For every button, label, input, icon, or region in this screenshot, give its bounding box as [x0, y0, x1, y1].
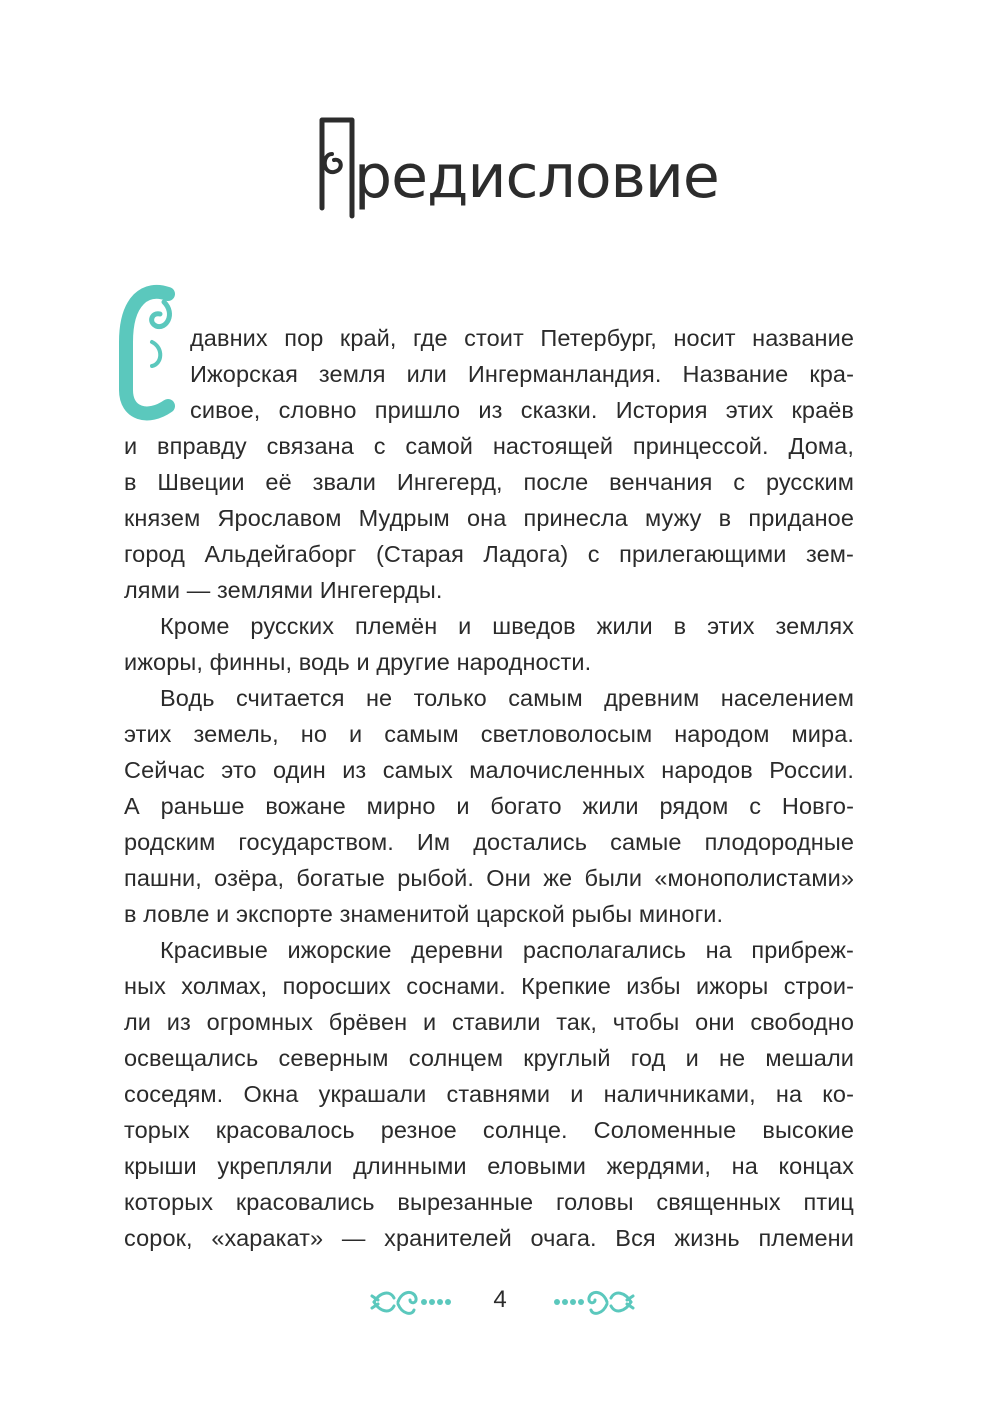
title-text: редисловие	[354, 142, 719, 212]
text-line: торых красовалось резное солнце. Соломенные высокие	[124, 1117, 854, 1143]
page-title	[318, 112, 719, 222]
text-line: в Швеции её звали Ингегерд, после венчания с русским	[124, 469, 854, 495]
text-line: сивое, словно пришло из сказки. История этих краёв	[190, 397, 854, 423]
text-line: пашни, озёра, богатые рыбой. Они же были «монополистами»	[124, 865, 854, 891]
text-line: Красивые ижорские деревни располагались на прибреж-	[160, 937, 854, 963]
text-line: давних пор край, где стоит Петербург, носит название	[190, 325, 854, 351]
title-initial-glyph	[318, 112, 358, 222]
text-line: А раньше вожане мирно и богато жили рядом с Новго-	[124, 793, 854, 819]
text-line: родским государством. Им достались самые плодородные	[124, 829, 854, 855]
page-footer	[370, 1280, 635, 1324]
text-line: ли из огромных брёвен и ставили так, чтобы они свободно	[124, 1009, 854, 1035]
text-line: Водь считается не только самым древним населением	[160, 685, 854, 711]
text-line: ных холмах, поросших соснами. Крепкие избы ижоры строи-	[124, 973, 854, 999]
text-line: ижоры, финны, водь и другие народности.	[124, 649, 592, 675]
dropcap-letter	[118, 282, 180, 422]
text-line: Сейчас это один из самых малочисленных народов России.	[124, 757, 854, 783]
text-line: князем Ярославом Мудрым она принесла мужу в приданое	[124, 505, 854, 531]
text-line: Ижорская земля или Ингерманландия. Название кра-	[190, 361, 854, 387]
text-line: в ловле и экспорте знаменитой царской рыбы миноги.	[124, 901, 724, 927]
text-line: Кроме русских племён и шведов жили в этих землях	[160, 613, 854, 639]
text-line: город Альдейгаборг (Старая Ладога) с прилегающими зем-	[124, 541, 854, 567]
text-line: сорок, «харакат» — хранителей очага. Вся жизнь племени	[124, 1225, 854, 1251]
page-number: 4	[493, 1286, 507, 1313]
text-line: лями — землями Ингегерды.	[124, 577, 443, 603]
right-ornament-icon	[553, 1282, 635, 1322]
text-line: и вправду связана с самой настоящей принцессой. Дома,	[124, 433, 854, 459]
text-line: освещались северным солнцем круглый год и не мешали	[124, 1045, 854, 1071]
text-line: этих земель, но и самым светловолосым народом мира.	[124, 721, 854, 747]
text-line: соседям. Окна украшали ставнями и наличниками, на ко-	[124, 1081, 854, 1107]
left-ornament-icon	[370, 1282, 452, 1322]
text-line: крыши укрепляли длинными еловыми жердями, на концах	[124, 1153, 854, 1179]
text-line: которых красовались вырезанные головы священных птиц	[124, 1189, 854, 1215]
